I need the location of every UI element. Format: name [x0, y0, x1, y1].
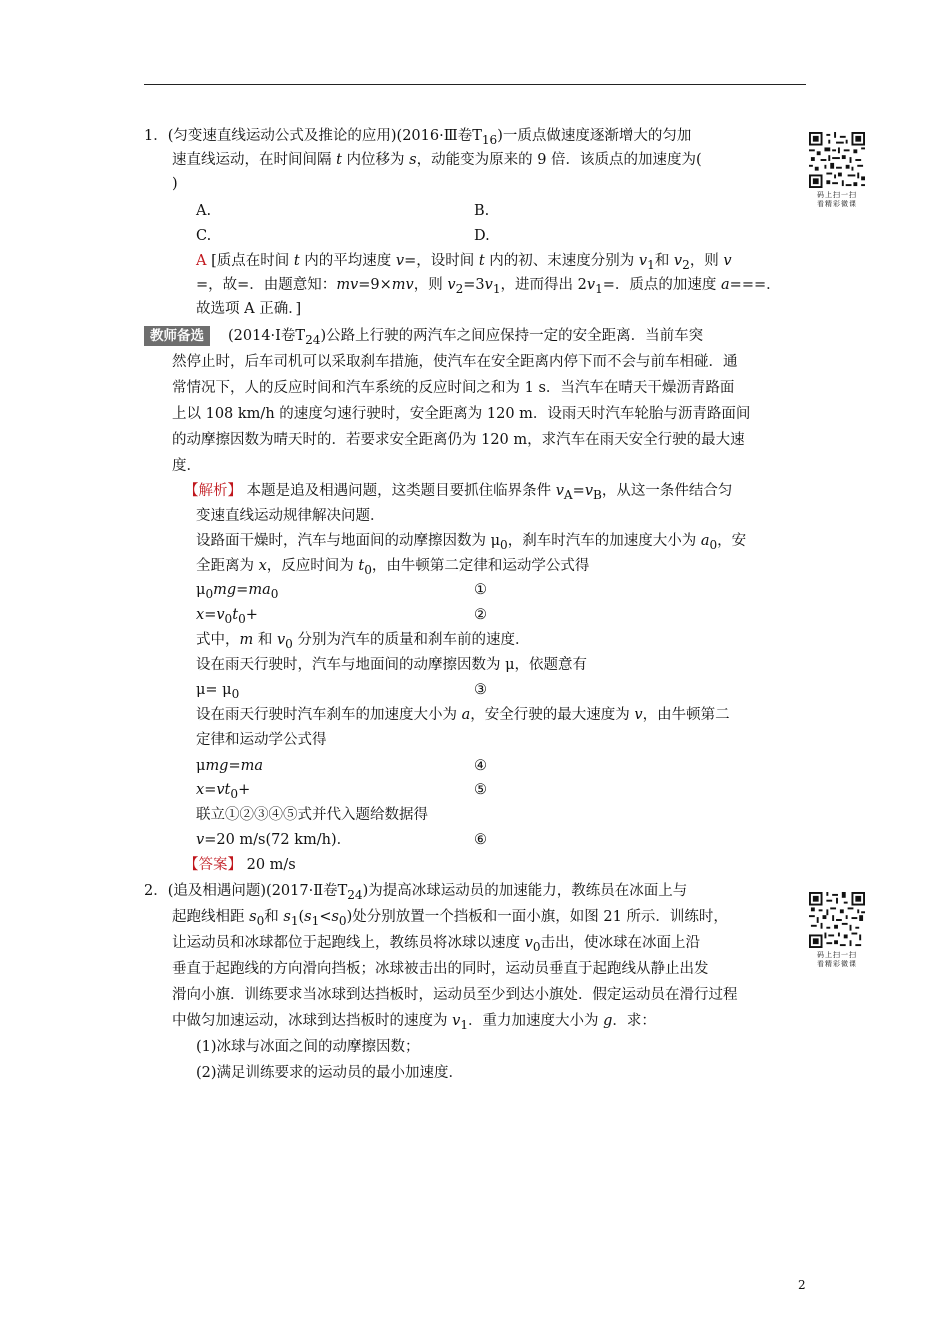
qr-code-1[interactable]: [808, 132, 866, 188]
q1-option-b: B.: [474, 203, 490, 219]
equation-3: $\mu= \mu_0$: [196, 682, 240, 701]
qr-caption-1: 码上扫一扫 看精彩微课: [817, 191, 857, 208]
teacher-line-5: 的动摩擦因数为晴天时的．若要求安全距离仍为 120 m，求汽车在雨天安全行驶的最大速: [172, 432, 745, 448]
q2-line-4: 垂直于起跑线的方向滑向挡板；冰球被击出的同时，运动员垂直于起跑线从静止出发: [172, 961, 709, 977]
solution-line-4: 全距离为 x，反应时间为 $t_0$，由牛顿第二定律和运动学公式得: [196, 558, 590, 577]
equation-2: $x=v_0t_0+$: [196, 607, 258, 626]
q1-answer-line-1: A [质点在时间 t 内的平均速度 v=，设时间 t 内的初、末速度分别为 $v_1$和 $v_2$，则 v: [196, 253, 732, 272]
equation-1-number: ①: [474, 582, 487, 598]
teacher-backup-tag: 教师备选: [144, 326, 210, 346]
teacher-line-3: 常情况下，人的反应时间和汽车系统的反应时间之和为 1 s．当汽车在晴天干燥沥青路面: [172, 380, 735, 396]
q1-line-3: ): [172, 176, 178, 192]
q2-line-2: 起跑线相距 $s_0$和 $s_1(s_1<s_0)$处分别放置一个挡板和一面小旗，如图 21 所示．训练时，: [172, 909, 728, 928]
equation-5-number: ⑤: [474, 782, 487, 798]
qr-code-icon: [808, 892, 866, 948]
qr-code-2[interactable]: [808, 892, 866, 948]
q1-option-d: D.: [474, 228, 490, 244]
page-number: 2: [798, 1278, 806, 1292]
equation-3-number: ③: [474, 682, 487, 698]
solution-line-3: 设路面干燥时，汽车与地面间的动摩擦因数为 $\mu_0$，刹车时汽车的加速度大小为 $a_0$，安: [196, 533, 747, 552]
q1-answer-line-2: =，故=．由题意知：mv=9×mv，则 $v_2=3v_1$，进而得出 $2v_1=$．质点的加速度 a===．: [196, 277, 781, 296]
solution-line-2: 变速直线运动规律解决问题．: [196, 508, 385, 524]
solution-line-5: 式中，m 和 $v_0$ 分别为汽车的质量和刹车前的速度．: [196, 632, 530, 651]
teacher-line-2: 然停止时，后车司机可以采取刹车措施，使汽车在安全距离内停下而不会与前车相碰．通: [172, 354, 738, 370]
equation-4: μmg=ma: [196, 758, 264, 774]
q2-line-6: 中做匀加速运动，冰球到达挡板时的速度为 $v_1$．重力加速度大小为 g．求：: [172, 1013, 656, 1032]
solution-line-7: 设在雨天行驶时汽车刹车的加速度大小为 a，安全行驶的最大速度为 v，由牛顿第二: [196, 707, 730, 723]
q1-line-2: 速直线运动，在时间间隔 t 内位移为 s，动能变为原来的 9 倍．该质点的加速度为(: [172, 152, 702, 168]
teacher-line-6: 度．: [172, 458, 201, 474]
solution-line-8: 定律和运动学公式得: [196, 732, 327, 748]
solution-line-1: 【解析】 本题是追及相遇问题，这类题目要抓住临界条件 $v_A=v_B$，从这一条件结合匀: [184, 483, 733, 502]
q1-option-a: A.: [196, 203, 212, 219]
q2-part-2: (2)满足训练要求的运动员的最小加速度．: [196, 1065, 464, 1081]
answer-label: 【答案】: [184, 857, 242, 873]
analysis-label: 【解析】: [184, 483, 242, 499]
header-rule: [144, 84, 806, 85]
qr-caption-2: 码上扫一扫 看精彩微课: [817, 951, 857, 968]
solution-line-9: 联立①②③④⑤式并代入题给数据得: [196, 807, 428, 823]
q2-line-3: 让运动员和冰球都位于起跑线上，教练员将冰球以速度 $v_0$击出，使冰球在冰面上沿: [172, 935, 700, 954]
q2-part-1: (1)冰球与冰面之间的动摩擦因数；: [196, 1039, 420, 1055]
equation-4-number: ④: [474, 758, 487, 774]
q1-option-c: C.: [196, 228, 212, 244]
q2-line-1: 2．(追及相遇问题)(2017·Ⅱ卷$T_{24}$)为提高冰球运动员的加速能力，教练员在冰面上与: [144, 883, 688, 902]
equation-1: $\mu_0mg=ma_0$: [196, 582, 279, 601]
equation-5: $x=vt_0+$: [196, 782, 251, 801]
equation-6: v=20 m/s(72 km/h)．: [196, 832, 352, 848]
q1-line-1: 1．(匀变速直线运动公式及推论的应用)(2016·Ⅲ卷$T_{16}$)一质点做速度逐渐增大的匀加: [144, 128, 692, 147]
equation-2-number: ②: [474, 607, 487, 623]
answer-line: 【答案】 20 m/s: [184, 857, 296, 873]
q2-line-5: 滑向小旗．训练要求当冰球到达挡板时，运动员至少到达小旗处．假定运动员在滑行过程: [172, 987, 738, 1003]
teacher-line-4: 上以 108 km/h 的速度匀速行驶时，安全距离为 120 m．设雨天时汽车轮胎与沥青路面间: [172, 406, 751, 422]
teacher-line-1: (2014·Ⅰ卷$T_{24}$)公路上行驶的两汽车之间应保持一定的安全距离．当前车突: [228, 328, 704, 347]
solution-line-6: 设在雨天行驶时，汽车与地面间的动摩擦因数为 μ，依题意有: [196, 657, 588, 673]
equation-6-number: ⑥: [474, 832, 487, 848]
qr-code-icon: [808, 132, 866, 188]
q1-answer-letter: A: [196, 253, 207, 269]
q1-answer-line-3: 故选项 A 正确．]: [196, 301, 302, 317]
